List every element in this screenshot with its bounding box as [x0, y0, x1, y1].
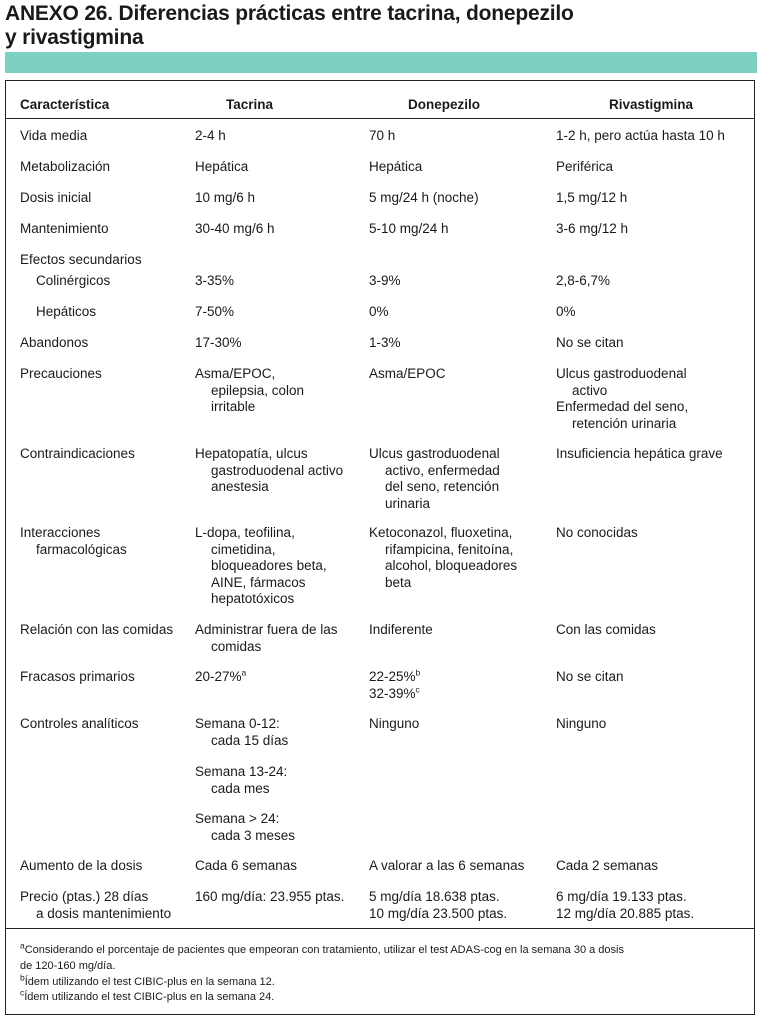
cell-tacrina-mantenimiento: 30-40 mg/6 h — [195, 221, 275, 236]
text-line: hepatotóxicos — [211, 591, 295, 606]
cell-donepezilo-precio — [369, 889, 507, 922]
text-line: cada 15 días — [211, 732, 289, 748]
footnote-c — [20, 987, 275, 1006]
footnote-mark: c — [415, 684, 420, 694]
text-line: Semana 0-12: — [195, 716, 280, 731]
cell-tacrina-metabolizacion: Hepática — [195, 159, 249, 174]
cell-donepezilo-mantenimiento: 5-10 mg/24 h — [369, 221, 449, 236]
text-line: Administrar fuera de las — [195, 622, 338, 637]
row-label-contraindicaciones: Contraindicaciones — [20, 446, 135, 461]
text-line: de 120-160 mg/día. — [20, 959, 116, 972]
text-line: cada 3 meses — [211, 827, 296, 843]
row-label-comidas: Relación con las comidas — [20, 622, 174, 637]
cell-tacrina-controles-1 — [195, 716, 288, 749]
text-line: urinaria — [385, 495, 431, 511]
text-line: Semana > 24: — [195, 811, 280, 826]
text-line: beta — [385, 574, 412, 590]
cell-rivastigmina-hepaticos: 0% — [556, 304, 576, 319]
footnote-mark: a — [20, 940, 25, 951]
cell-tacrina-aumento: Cada 6 semanas — [195, 858, 298, 873]
page-title — [5, 2, 574, 50]
text-line: Ídem utilizando el test CIBIC-plus en la semana 24. — [24, 991, 275, 1003]
footnote-mark: c — [20, 987, 25, 998]
title-line-1: ANEXO 26. Diferencias prácticas entre tacrina, donepezilo — [5, 2, 574, 25]
cell-donepezilo-comidas — [369, 622, 433, 639]
cell-donepezilo-precauciones — [369, 366, 446, 383]
text-line: anestesia — [211, 479, 269, 494]
cell-donepezilo-aumento: A valorar a las 6 semanas — [369, 858, 525, 873]
cell-donepezilo-metabolizacion: Hepática — [369, 159, 423, 174]
row-label-efectos-secundarios: Efectos secundarios — [20, 252, 142, 267]
cell-rivastigmina-controles: Ninguno — [556, 716, 607, 731]
cell-rivastigmina-mantenimiento: 3-6 mg/12 h — [556, 221, 629, 236]
text-line: del seno, retención — [385, 479, 500, 494]
text-line: epilepsia, colon — [211, 382, 305, 398]
text-line: Enfermedad del seno, — [556, 399, 689, 414]
text-line: a dosis mantenimiento — [36, 905, 172, 921]
footnote-b — [20, 972, 275, 991]
row-label-aumento: Aumento de la dosis — [20, 858, 143, 873]
text-line: alcohol, bloqueadores — [385, 558, 518, 573]
text-line: Precio (ptas.) 28 días — [20, 889, 149, 904]
footnote-mark: b — [415, 667, 421, 678]
value: 20-27% — [195, 669, 242, 684]
row-label-dosis-inicial: Dosis inicial — [20, 190, 92, 205]
text-line: Ulcus gastroduodenal — [556, 366, 687, 381]
row-label-colinergicos: Colinérgicos — [36, 273, 111, 288]
comparison-table — [5, 80, 755, 1015]
row-label-hepaticos: Hepáticos — [36, 304, 97, 319]
cell-donepezilo-contraindicaciones — [369, 446, 500, 512]
text-line: Asma/EPOC — [369, 366, 446, 381]
text-line: Asma/EPOC, — [195, 366, 276, 381]
cell-tacrina-vida-media: 2-4 h — [195, 128, 226, 143]
cell-donepezilo-colinergicos: 3-9% — [369, 273, 401, 288]
text-line: gastroduodenal activo — [211, 462, 344, 478]
header-divider — [6, 118, 754, 119]
text-line: activo — [572, 382, 608, 398]
row-label-interacciones — [20, 525, 127, 558]
cell-donepezilo-interacciones — [369, 525, 517, 591]
cell-tacrina-hepaticos: 7-50% — [195, 304, 235, 319]
cell-donepezilo-dosis-inicial: 5 mg/24 h (noche) — [369, 190, 479, 205]
cell-rivastigmina-dosis-inicial: 1,5 mg/12 h — [556, 190, 628, 205]
row-label-controles: Controles analíticos — [20, 716, 139, 731]
footnote-divider — [6, 928, 754, 929]
text-line: Considerando el porcentaje de pacientes que empeoran con tratamiento, utilizar el test ADAS-cog en la semana 30 a dosis — [24, 944, 624, 956]
value: 32-39% — [369, 685, 416, 701]
cell-rivastigmina-metabolizacion: Periférica — [556, 159, 614, 174]
cell-tacrina-contraindicaciones — [195, 446, 343, 496]
row-label-precauciones: Precauciones — [20, 366, 102, 381]
text-line: 160 mg/día: 23.955 ptas. — [195, 889, 345, 904]
text-line: 6 mg/día 19.133 ptas. — [556, 889, 687, 904]
row-label-vida-media: Vida media — [20, 128, 88, 143]
cell-donepezilo-abandonos: 1-3% — [369, 335, 401, 350]
text-line: No conocidas — [556, 525, 638, 540]
header-tacrina: Tacrina — [226, 97, 274, 112]
footnote-mark: b — [20, 972, 25, 983]
row-label-metabolizacion: Metabolización — [20, 159, 111, 174]
text-line: L-dopa, teofilina, — [195, 525, 295, 540]
header-rivastigmina: Rivastigmina — [609, 97, 694, 112]
text-line: cimetidina, — [211, 541, 276, 557]
cell-rivastigmina-interacciones — [556, 525, 638, 542]
text-line: Con las comidas — [556, 622, 656, 637]
cell-tacrina-precauciones — [195, 366, 304, 416]
text-line: AINE, fármacos — [211, 574, 306, 590]
text-line: farmacológicas — [36, 541, 127, 557]
cell-tacrina-comidas — [195, 622, 338, 655]
text-line: 10 mg/día 23.500 ptas. — [369, 905, 508, 921]
footnote-a — [20, 940, 624, 974]
text-line: 5 mg/día 18.638 ptas. — [369, 889, 500, 904]
cell-tacrina-interacciones — [195, 525, 327, 608]
header-caracteristica: Característica — [20, 97, 110, 112]
footnote-mark: a — [241, 667, 247, 678]
text-line: comidas — [211, 638, 262, 654]
cell-rivastigmina-fracasos: No se citan — [556, 669, 624, 684]
row-label-mantenimiento: Mantenimiento — [20, 221, 109, 236]
cell-rivastigmina-aumento: Cada 2 semanas — [556, 858, 659, 873]
text-line: rifampicina, fenitoína, — [385, 541, 514, 557]
cell-tacrina-controles-2 — [195, 764, 287, 797]
cell-tacrina-dosis-inicial: 10 mg/6 h — [195, 190, 256, 205]
text-line: Semana 13-24: — [195, 764, 288, 779]
cell-rivastigmina-precio — [556, 889, 694, 922]
cell-tacrina-precio — [195, 889, 344, 906]
cell-tacrina-controles-3 — [195, 811, 295, 844]
cell-donepezilo-controles: Ninguno — [369, 716, 420, 731]
title-accent-bar — [5, 52, 757, 73]
text-line: retención urinaria — [572, 415, 677, 431]
row-label-abandonos: Abandonos — [20, 335, 89, 350]
text-line: activo, enfermedad — [385, 462, 500, 478]
text-line: Hepatopatía, ulcus — [195, 446, 308, 461]
value: 22-25% — [369, 669, 416, 684]
cell-tacrina-abandonos: 17-30% — [195, 335, 242, 350]
row-label-fracasos: Fracasos primarios — [20, 669, 135, 684]
cell-rivastigmina-abandonos: No se citan — [556, 335, 624, 350]
text-line: Ulcus gastroduodenal — [369, 446, 500, 461]
text-line: irritable — [211, 399, 256, 414]
text-line: Insuficiencia hepática grave — [556, 446, 723, 461]
cell-tacrina-fracasos — [195, 669, 246, 686]
text-line: 12 mg/día 20.885 ptas. — [556, 905, 695, 921]
cell-tacrina-colinergicos: 3-35% — [195, 273, 235, 288]
cell-donepezilo-hepaticos: 0% — [369, 304, 389, 319]
text-line: Ketoconazol, fluoxetina, — [369, 525, 513, 540]
header-donepezilo: Donepezilo — [408, 97, 481, 112]
cell-rivastigmina-contraindicaciones — [556, 446, 723, 463]
cell-donepezilo-fracasos — [369, 669, 420, 702]
text-line: bloqueadores beta, — [211, 558, 327, 573]
row-label-precio — [20, 889, 171, 922]
text-line: Interacciones — [20, 525, 101, 540]
cell-rivastigmina-vida-media: 1-2 h, pero actúa hasta 10 h — [556, 128, 725, 143]
cell-rivastigmina-colinergicos: 2,8-6,7% — [556, 273, 611, 288]
text-line: cada mes — [211, 780, 270, 796]
cell-rivastigmina-precauciones — [556, 366, 688, 432]
cell-rivastigmina-comidas — [556, 622, 656, 639]
cell-donepezilo-vida-media: 70 h — [369, 128, 396, 143]
text-line: Ídem utilizando el test CIBIC-plus en la semana 12. — [24, 976, 275, 988]
text-line: Indiferente — [369, 622, 433, 637]
title-line-2: y rivastigmina — [5, 26, 144, 49]
